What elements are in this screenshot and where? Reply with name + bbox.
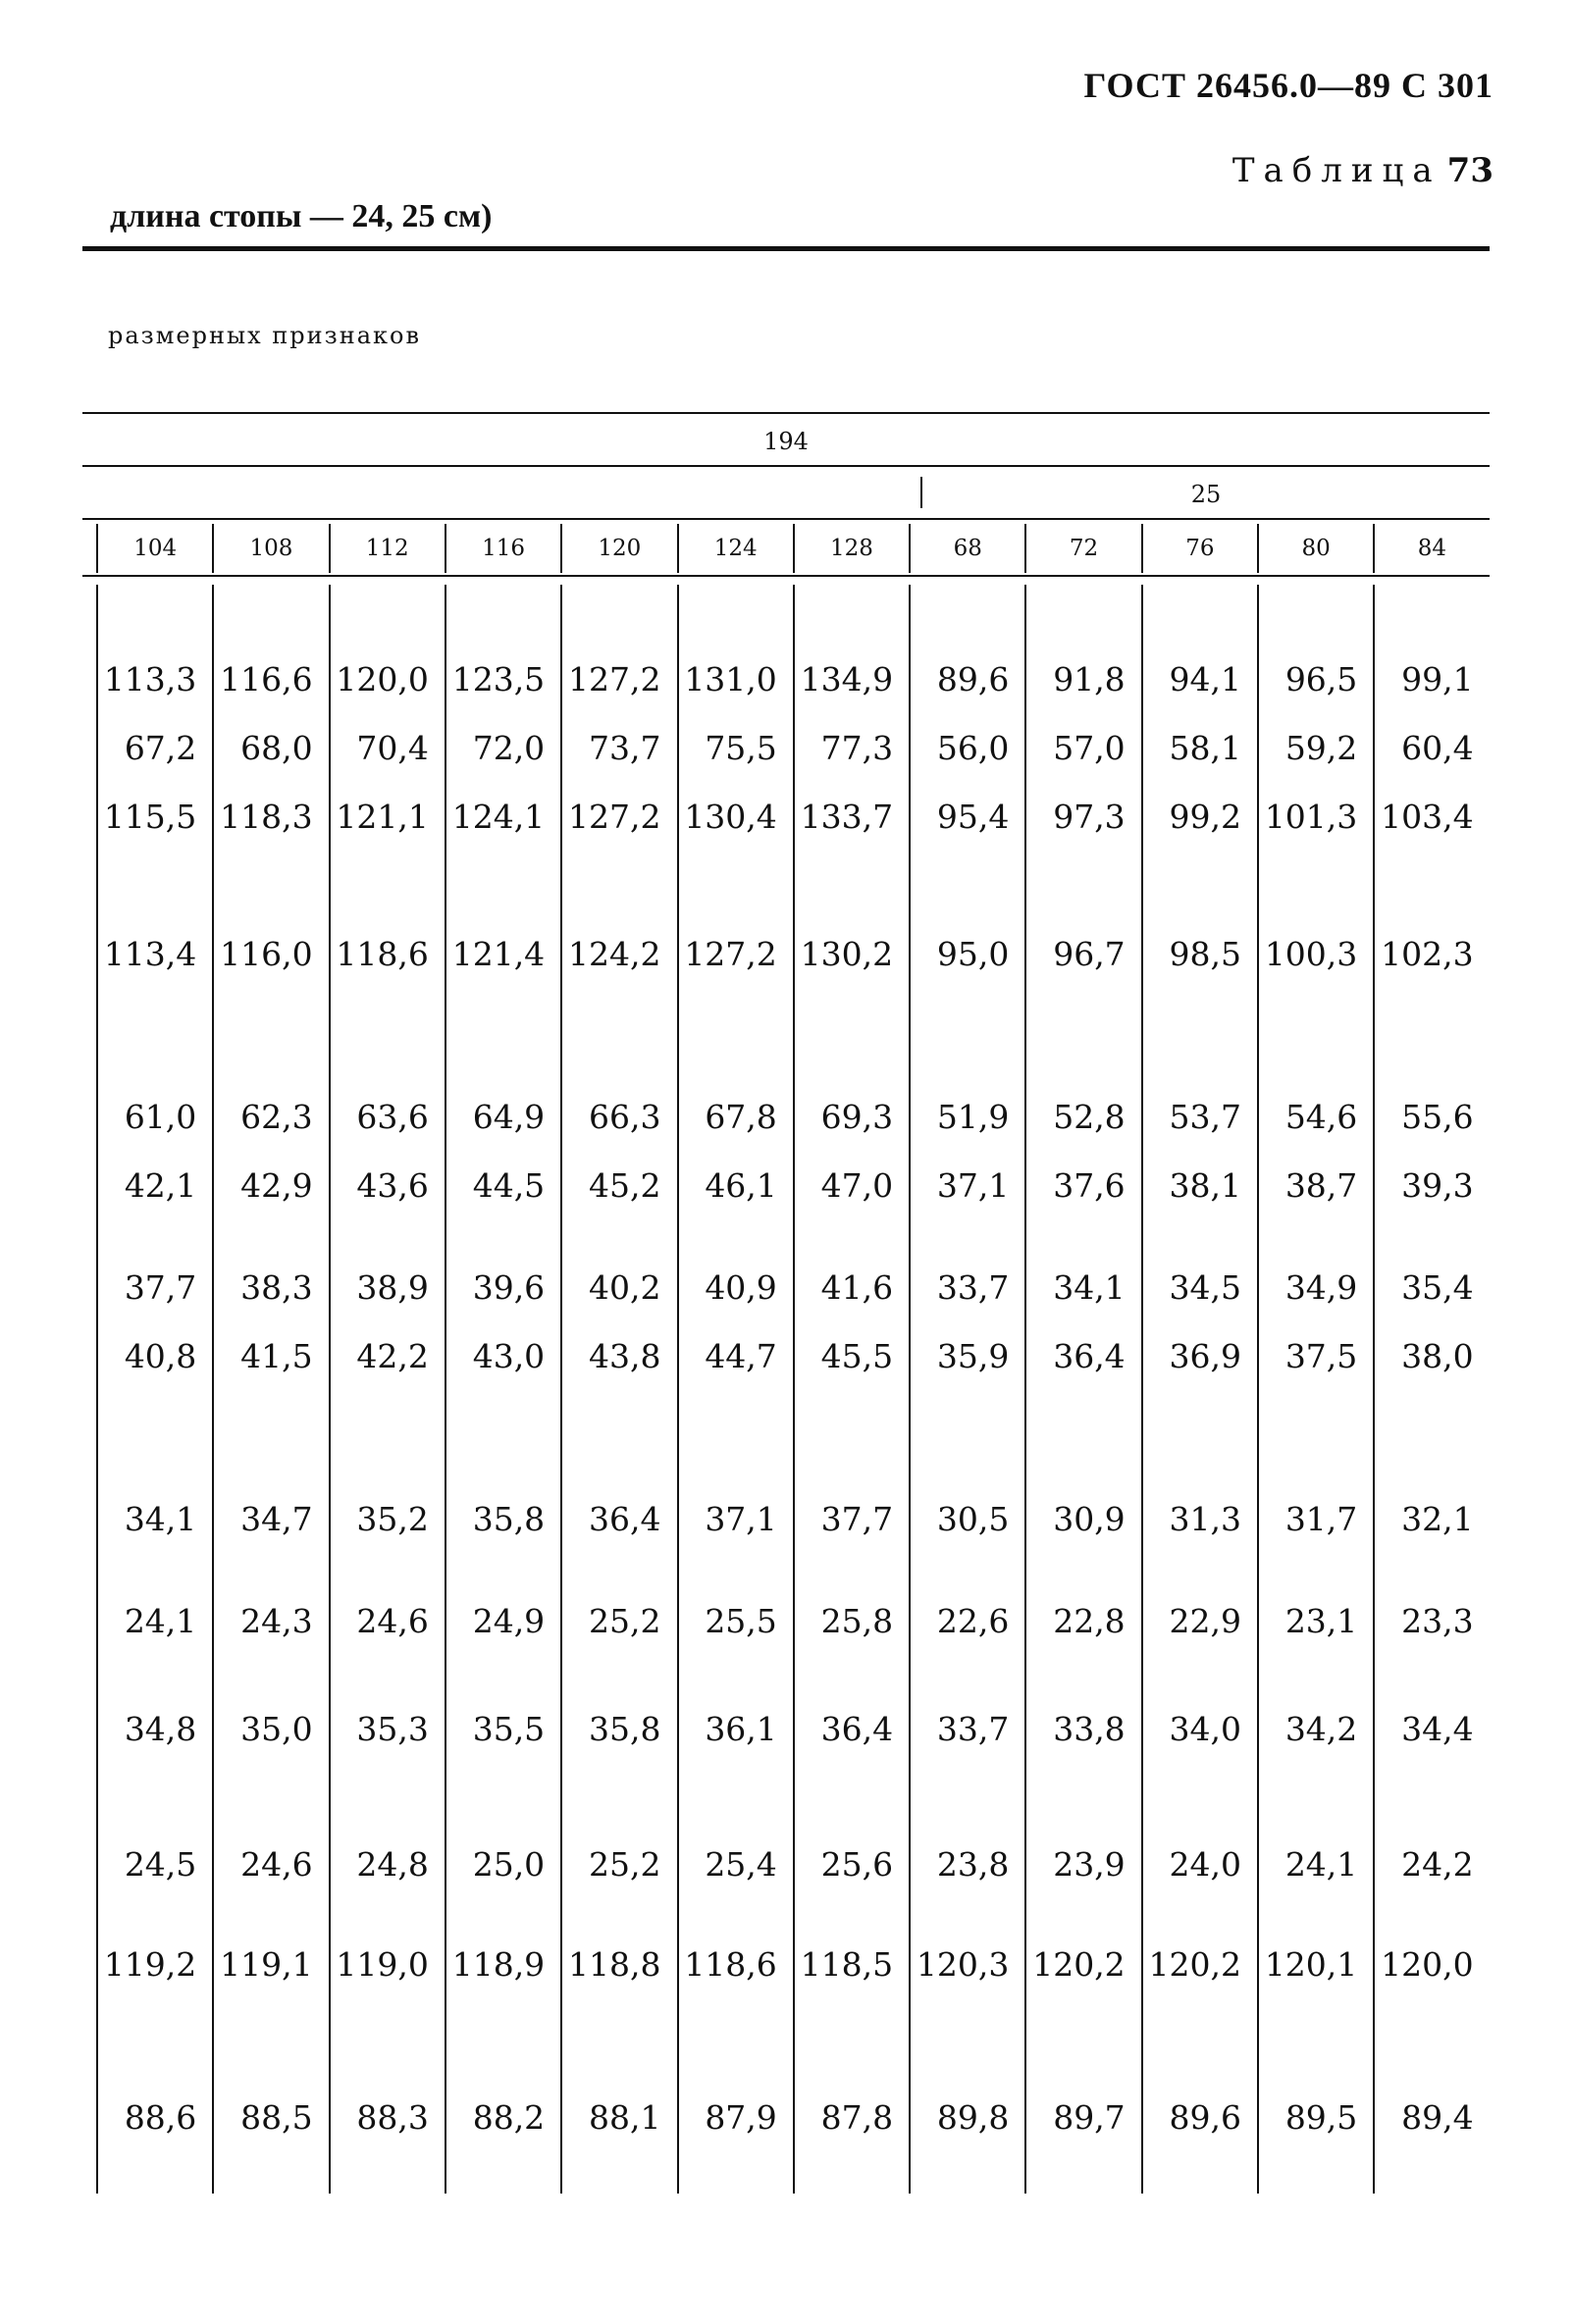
- table-cell: 35,4: [1401, 1267, 1474, 1307]
- table-cell: 38,0: [1401, 1336, 1474, 1375]
- table-cell: 34,0: [1169, 1709, 1241, 1748]
- table-cell: 24,5: [124, 1844, 197, 1884]
- table-cell: 52,8: [1053, 1097, 1126, 1136]
- table-cell: 36,9: [1169, 1336, 1241, 1375]
- table-cell: 124,2: [568, 934, 661, 973]
- table-cell: 113,4: [103, 934, 197, 973]
- table-cell: 24,1: [1284, 1844, 1358, 1884]
- top-rule: [82, 246, 1490, 251]
- table-cell: 72,0: [472, 728, 546, 767]
- table-cell: 37,6: [1053, 1165, 1126, 1205]
- table-cell: 44,5: [472, 1165, 546, 1205]
- table-cell: 34,8: [124, 1709, 197, 1748]
- table-cell: 124,1: [451, 797, 546, 836]
- table-cell: 89,8: [936, 2097, 1010, 2137]
- table-cell: 43,6: [356, 1165, 429, 1205]
- table-cell: 43,0: [472, 1336, 546, 1375]
- table-cell: 31,3: [1169, 1499, 1241, 1538]
- table-cell: 25,2: [589, 1844, 661, 1884]
- table-cell: 46,1: [705, 1165, 777, 1205]
- table-cell: 89,6: [936, 659, 1010, 698]
- table-cell: 64,9: [472, 1097, 546, 1136]
- table-row: [96, 1499, 1490, 1538]
- table-cell: 37,7: [124, 1267, 197, 1307]
- table-cell: 120,0: [1381, 1944, 1474, 1984]
- table-cell: 67,2: [124, 728, 197, 767]
- table-cell: 54,6: [1284, 1097, 1358, 1136]
- table-cell: 100,3: [1264, 934, 1358, 973]
- table-cell: 88,6: [124, 2097, 197, 2137]
- header-rule-1: [82, 412, 1490, 414]
- table-cell: 40,8: [124, 1336, 197, 1375]
- table-cell: 68,0: [240, 728, 313, 767]
- table-cell: 34,5: [1169, 1267, 1241, 1307]
- table-row: [96, 1601, 1490, 1640]
- table-row: [96, 1944, 1490, 1984]
- group-header-194: 194: [763, 428, 809, 455]
- table-cell: 42,1: [124, 1165, 197, 1205]
- table-cell: 133,7: [800, 797, 894, 836]
- table-cell: 88,5: [240, 2097, 313, 2137]
- table-cell: 22,6: [936, 1601, 1010, 1640]
- table-cell: 120,3: [916, 1944, 1010, 1984]
- table-cell: 127,2: [568, 797, 661, 836]
- table-cell: 131,0: [684, 659, 777, 698]
- header-rule-3: [82, 518, 1490, 520]
- table-cell: 24,9: [472, 1601, 546, 1640]
- column-header-5: 124: [677, 524, 793, 573]
- table-cell: 130,4: [684, 797, 777, 836]
- table-cell: 89,4: [1401, 2097, 1474, 2137]
- table-cell: 127,2: [568, 659, 661, 698]
- column-headers: [96, 524, 1490, 573]
- table-cell: 127,2: [684, 934, 777, 973]
- table-cell: 41,6: [820, 1267, 894, 1307]
- column-header-6: 128: [793, 524, 909, 573]
- table-row: [96, 1709, 1490, 1748]
- table-cell: 91,8: [1053, 659, 1126, 698]
- table-cell: 77,3: [820, 728, 894, 767]
- table-cell: 118,5: [800, 1944, 894, 1984]
- table-cell: 34,4: [1401, 1709, 1474, 1748]
- table-cell: 97,3: [1053, 797, 1126, 836]
- table-cell: 120,2: [1032, 1944, 1126, 1984]
- table-cell: 37,1: [705, 1499, 777, 1538]
- table-cell: 34,2: [1284, 1709, 1358, 1748]
- table-cell: 121,4: [451, 934, 546, 973]
- table-cell: 39,6: [472, 1267, 546, 1307]
- table-row: [96, 934, 1490, 973]
- table-cell: 98,5: [1169, 934, 1241, 973]
- table-cell: 33,7: [936, 1267, 1010, 1307]
- table-cell: 94,1: [1169, 659, 1241, 698]
- table-cell: 24,6: [356, 1601, 429, 1640]
- table-cell: 37,7: [820, 1499, 894, 1538]
- table-cell: 38,3: [240, 1267, 313, 1307]
- header-rule-4: [82, 575, 1490, 577]
- table-cell: 42,9: [240, 1165, 313, 1205]
- document-code: ГОСТ 26456.0—89 С 301: [1083, 66, 1493, 105]
- table-cell: 118,6: [684, 1944, 777, 1984]
- table-cell: 30,5: [936, 1499, 1010, 1538]
- table-cell: 39,3: [1401, 1165, 1474, 1205]
- table-number: 73: [1446, 151, 1493, 190]
- table-cell: 58,1: [1169, 728, 1241, 767]
- column-header-4: 120: [560, 524, 676, 573]
- table-cell: 116,6: [220, 659, 313, 698]
- table-cell: 99,2: [1169, 797, 1241, 836]
- table-cell: 37,1: [936, 1165, 1010, 1205]
- table-cell: 88,1: [589, 2097, 661, 2137]
- column-header-9: 76: [1141, 524, 1257, 573]
- column-header-1: 108: [212, 524, 328, 573]
- table-row: [96, 1165, 1490, 1205]
- table-caption: [1232, 151, 1493, 190]
- table-cell: 24,8: [356, 1844, 429, 1884]
- table-cell: 62,3: [240, 1097, 313, 1136]
- table-cell: 118,9: [451, 1944, 546, 1984]
- column-header-7: 68: [909, 524, 1024, 573]
- table-cell: 120,2: [1148, 1944, 1241, 1984]
- table-cell: 95,0: [936, 934, 1010, 973]
- table-cell: 118,3: [220, 797, 313, 836]
- table-cell: 36,1: [705, 1709, 777, 1748]
- table-cell: 119,0: [336, 1944, 429, 1984]
- table-cell: 31,7: [1284, 1499, 1358, 1538]
- table-cell: 56,0: [936, 728, 1010, 767]
- table-cell: 35,2: [356, 1499, 429, 1538]
- table-cell: 34,9: [1284, 1267, 1358, 1307]
- column-header-0: 104: [96, 524, 212, 573]
- table-cell: 102,3: [1381, 934, 1474, 973]
- table-cell: 35,5: [472, 1709, 546, 1748]
- table-cell: 60,4: [1401, 728, 1474, 767]
- table-cell: 40,2: [589, 1267, 661, 1307]
- table-cell: 103,4: [1381, 797, 1474, 836]
- table-cell: 67,8: [705, 1097, 777, 1136]
- table-cell: 40,9: [705, 1267, 777, 1307]
- table-cell: 24,1: [124, 1601, 197, 1640]
- table-cell: 24,2: [1401, 1844, 1474, 1884]
- column-header-2: 112: [329, 524, 445, 573]
- table-cell: 118,6: [336, 934, 429, 973]
- subheading: размерных признаков: [108, 322, 421, 349]
- table-cell: 88,2: [472, 2097, 546, 2137]
- table-word: Таблица: [1231, 151, 1441, 190]
- table-cell: 35,0: [240, 1709, 313, 1748]
- table-cell: 47,0: [820, 1165, 894, 1205]
- table-row: [96, 1267, 1490, 1307]
- table-cell: 36,4: [589, 1499, 661, 1538]
- table-cell: 87,9: [705, 2097, 777, 2137]
- table-cell: 75,5: [705, 728, 777, 767]
- table-row: [96, 728, 1490, 767]
- header-rule-2: [82, 465, 1490, 467]
- table-cell: 69,3: [820, 1097, 894, 1136]
- table-cell: 53,7: [1169, 1097, 1241, 1136]
- table-cell: 33,7: [936, 1709, 1010, 1748]
- table-cell: 24,0: [1169, 1844, 1241, 1884]
- table-cell: 24,6: [240, 1844, 313, 1884]
- table-row: [96, 1844, 1490, 1884]
- table-cell: 38,7: [1284, 1165, 1358, 1205]
- table-cell: 63,6: [356, 1097, 429, 1136]
- column-header-10: 80: [1257, 524, 1373, 573]
- table-cell: 59,2: [1284, 728, 1358, 767]
- table-cell: 37,5: [1284, 1336, 1358, 1375]
- table-cell: 101,3: [1264, 797, 1358, 836]
- table-cell: 73,7: [589, 728, 661, 767]
- table-cell: 35,9: [936, 1336, 1010, 1375]
- table-cell: 51,9: [936, 1097, 1010, 1136]
- table-cell: 42,2: [356, 1336, 429, 1375]
- table-cell: 89,5: [1284, 2097, 1358, 2137]
- table-cell: 45,5: [820, 1336, 894, 1375]
- table-cell: 23,1: [1284, 1601, 1358, 1640]
- table-cell: 55,6: [1401, 1097, 1474, 1136]
- table-cell: 25,4: [705, 1844, 777, 1884]
- table-row: [96, 1097, 1490, 1136]
- table-cell: 89,7: [1053, 2097, 1126, 2137]
- table-row: [96, 797, 1490, 836]
- table-cell: 118,8: [568, 1944, 661, 1984]
- foot-length-caption: длина стопы — 24, 25 см): [110, 198, 493, 234]
- table-cell: 32,1: [1401, 1499, 1474, 1538]
- column-header-3: 116: [445, 524, 560, 573]
- column-header-8: 72: [1024, 524, 1140, 573]
- table-cell: 61,0: [124, 1097, 197, 1136]
- table-cell: 22,8: [1053, 1601, 1126, 1640]
- table-cell: 43,8: [589, 1336, 661, 1375]
- table-cell: 23,9: [1053, 1844, 1126, 1884]
- table-cell: 89,6: [1169, 2097, 1241, 2137]
- table-cell: 30,9: [1053, 1499, 1126, 1538]
- table-cell: 70,4: [356, 728, 429, 767]
- table-cell: 130,2: [800, 934, 894, 973]
- table-cell: 25,2: [589, 1601, 661, 1640]
- table-cell: 134,9: [800, 659, 894, 698]
- table-cell: 57,0: [1053, 728, 1126, 767]
- table-cell: 25,6: [820, 1844, 894, 1884]
- table-cell: 87,8: [820, 2097, 894, 2137]
- table-cell: 38,9: [356, 1267, 429, 1307]
- table-cell: 115,5: [103, 797, 197, 836]
- table-cell: 41,5: [240, 1336, 313, 1375]
- table-cell: 33,8: [1053, 1709, 1126, 1748]
- table-cell: 88,3: [356, 2097, 429, 2137]
- table-cell: 96,5: [1284, 659, 1358, 698]
- table-cell: 35,8: [472, 1499, 546, 1538]
- table-cell: 36,4: [820, 1709, 894, 1748]
- table-cell: 123,5: [451, 659, 546, 698]
- table-cell: 121,1: [336, 797, 429, 836]
- table-cell: 116,0: [220, 934, 313, 973]
- table-cell: 45,2: [589, 1165, 661, 1205]
- table-cell: 95,4: [936, 797, 1010, 836]
- table-cell: 25,8: [820, 1601, 894, 1640]
- table-cell: 22,9: [1169, 1601, 1241, 1640]
- table-cell: 23,8: [936, 1844, 1010, 1884]
- table-cell: 120,0: [336, 659, 429, 698]
- table-cell: 96,7: [1053, 934, 1126, 973]
- table-row: [96, 1336, 1490, 1375]
- table-cell: 35,3: [356, 1709, 429, 1748]
- table-cell: 23,3: [1401, 1601, 1474, 1640]
- table-cell: 44,7: [705, 1336, 777, 1375]
- table-cell: 99,1: [1401, 659, 1474, 698]
- group-header-25: 25: [1190, 481, 1222, 508]
- column-header-11: 84: [1373, 524, 1489, 573]
- table-cell: 25,0: [472, 1844, 546, 1884]
- table-cell: 34,1: [1053, 1267, 1126, 1307]
- table-cell: 119,2: [103, 1944, 197, 1984]
- table-row: [96, 2097, 1490, 2137]
- table-cell: 34,7: [240, 1499, 313, 1538]
- table-cell: 24,3: [240, 1601, 313, 1640]
- table-cell: 34,1: [124, 1499, 197, 1538]
- table-cell: 38,1: [1169, 1165, 1241, 1205]
- table-cell: 113,3: [103, 659, 197, 698]
- table-cell: 35,8: [589, 1709, 661, 1748]
- table-row: [96, 659, 1490, 698]
- table-cell: 25,5: [705, 1601, 777, 1640]
- table-cell: 66,3: [589, 1097, 661, 1136]
- table-cell: 119,1: [220, 1944, 313, 1984]
- table-cell: 36,4: [1053, 1336, 1126, 1375]
- table-cell: 120,1: [1264, 1944, 1358, 1984]
